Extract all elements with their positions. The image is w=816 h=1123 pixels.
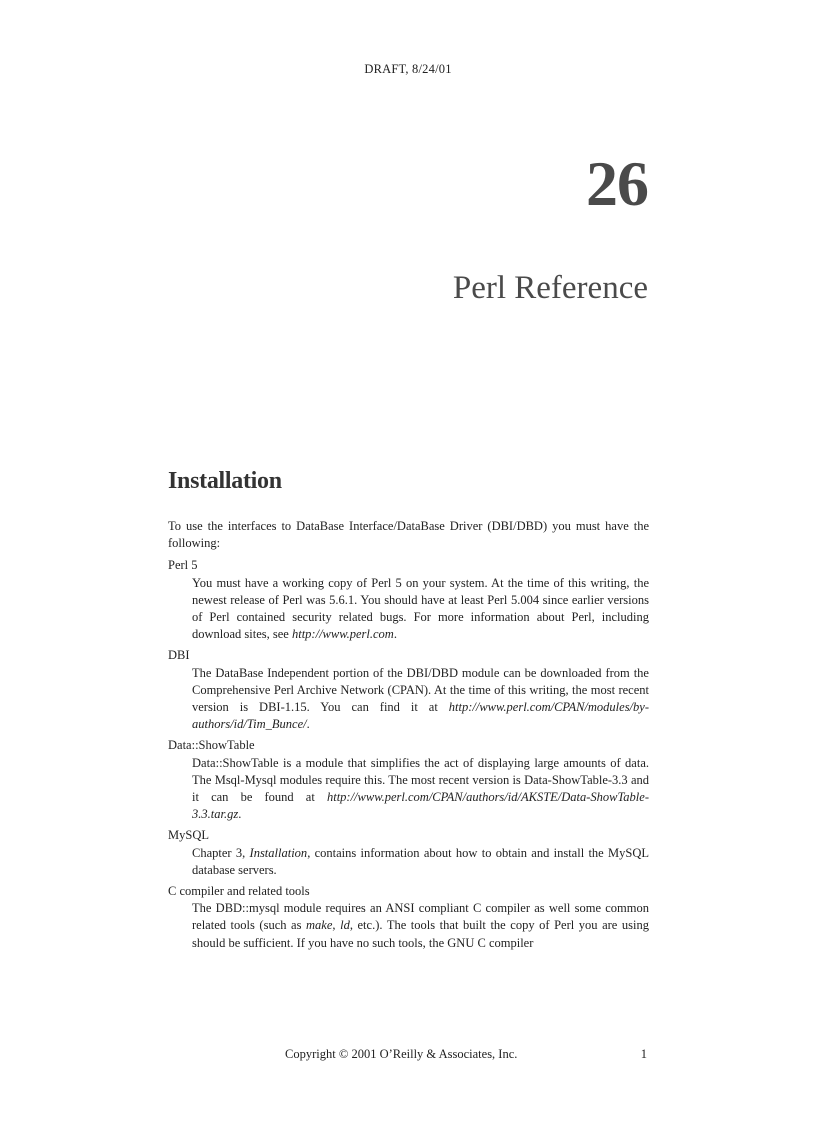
entry-definition-c-compiler bbox=[192, 900, 649, 952]
definition-text-end: , etc.). The tools that built the copy of Perl you are using should be sufficient. If you have no such tools, the GNU C compiler bbox=[192, 918, 649, 950]
footer-copyright: Copyright © 2001 O’Reilly & Associates, Inc. bbox=[285, 1047, 518, 1061]
chapter-number: 26 bbox=[586, 148, 648, 219]
definition-text: The DBD::mysql module requires an ANSI compliant C compiler as well some common related tools (such as bbox=[192, 901, 649, 933]
section-heading: Installation bbox=[168, 468, 282, 494]
entry-term-showtable: Data::ShowTable bbox=[168, 738, 255, 753]
chapter-title: Perl Reference bbox=[452, 270, 648, 306]
definition-text: Chapter 3, bbox=[192, 845, 250, 860]
entry-definition-mysql bbox=[192, 845, 649, 879]
entry-definition-dbi bbox=[192, 665, 649, 734]
entry-definition-showtable bbox=[192, 755, 649, 824]
definition-text: You must have a working copy of Perl 5 on your system. At the time of this writing, the newest release of Perl was 5.6.1. You should have at least Perl 5.004 since earlier versions of Perl contained security related bugs. For more information about Perl, including download sites, see bbox=[192, 575, 649, 642]
entry-term-mysql: MySQL bbox=[168, 828, 209, 843]
entry-term-perl5: Perl 5 bbox=[168, 558, 198, 573]
chapter-reference: Installation bbox=[249, 845, 308, 860]
tool-name-make: make bbox=[306, 918, 333, 933]
definition-text: The DataBase Independent portion of the DBI/DBD module can be downloaded from the Comprehensive Perl Archive Network (CPAN). At the time of this writing, the most recent version is DBI-1.15. You can find it at bbox=[192, 665, 649, 715]
dbi-url-link: http://www.perl.com/CPAN/modules/by-authors/id/Tim_Bunce/ bbox=[192, 700, 649, 732]
entry-term-dbi: DBI bbox=[168, 648, 190, 663]
intro-paragraph: To use the interfaces to DataBase Interface/DataBase Driver (DBI/DBD) you must have the following: bbox=[168, 519, 649, 551]
definition-text-middle: , bbox=[332, 918, 341, 933]
showtable-url-link: http://www.perl.com/CPAN/authors/id/AKSTE/Data-ShowTable-3.3.tar.gz bbox=[192, 790, 649, 822]
entry-definition-perl5 bbox=[192, 575, 649, 644]
page-header-draft: DRAFT, 8/24/01 bbox=[364, 62, 452, 76]
perl-url-link: http://www.perl.com bbox=[291, 627, 394, 642]
entry-term-c-compiler: C compiler and related tools bbox=[168, 884, 310, 899]
tool-name-ld: ld bbox=[340, 918, 350, 933]
definition-text-end: . bbox=[393, 627, 397, 642]
definition-text: Data::ShowTable is a module that simplifies the act of displaying large amounts of data. The Msql-Mysql modules require this. The most recent version is Data-ShowTable-3.3 and it can be found at bbox=[192, 755, 649, 805]
definition-text-end: . bbox=[238, 807, 242, 822]
section-body bbox=[168, 518, 649, 956]
definition-text-end: , contains information about how to obtain and install the MySQL database servers. bbox=[192, 845, 649, 877]
definition-text-end: . bbox=[306, 717, 310, 732]
page-number: 1 bbox=[640, 1047, 647, 1061]
